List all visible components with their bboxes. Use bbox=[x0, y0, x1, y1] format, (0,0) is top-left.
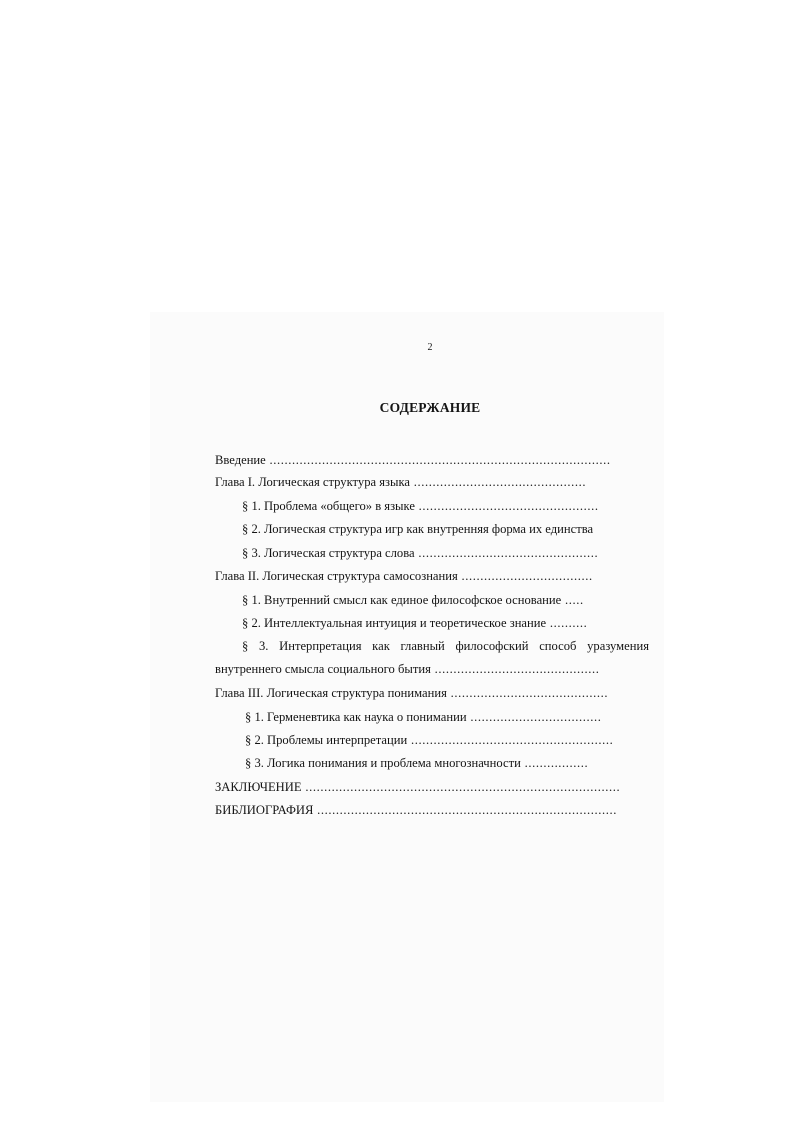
page-title: СОДЕРЖАНИЕ bbox=[379, 400, 481, 415]
toc-item-label: Введение bbox=[215, 453, 266, 467]
toc-leader-dots: ................. bbox=[520, 756, 589, 770]
toc-leader-dots: .................................................................................... bbox=[301, 780, 621, 794]
toc-item-label: § 2. Интеллектуальная интуиция и теоретическое знание bbox=[242, 616, 547, 630]
toc-item-chapter-2-section-1 bbox=[242, 592, 584, 608]
toc-item-chapter-2-section-3 bbox=[242, 638, 649, 654]
toc-item-label: § 3. Логика понимания и проблема многозначности bbox=[245, 756, 521, 770]
toc-item-label: § 1. Внутренний смысл как единое философское основание bbox=[242, 593, 562, 607]
toc-item-label: ЗАКЛЮЧЕНИЕ bbox=[215, 780, 302, 794]
toc-leader-dots: ................................... bbox=[457, 569, 593, 583]
toc-leader-dots: ............................................ bbox=[430, 662, 600, 676]
toc-item-label: § 3. Логическая структура слова bbox=[242, 546, 415, 560]
toc-item-bibliography bbox=[215, 802, 617, 818]
toc-item-label: Глава I. Логическая структура языка bbox=[215, 475, 410, 489]
toc-leader-dots: .......... bbox=[546, 616, 588, 630]
toc-item-chapter-3-section-2 bbox=[245, 732, 613, 748]
toc-leader-dots: ...................................................... bbox=[407, 733, 614, 747]
toc-item-chapter-1 bbox=[215, 474, 586, 490]
toc-item-label: § 1. Проблема «общего» в языке bbox=[242, 499, 415, 513]
toc-leader-dots: ..... bbox=[561, 593, 584, 607]
scanned-page-area bbox=[150, 312, 664, 1102]
toc-item-label: внутреннего смысла социального бытия bbox=[215, 662, 431, 676]
toc-item-label: Глава II. Логическая структура самосознания bbox=[215, 569, 458, 583]
page-number: 2 bbox=[427, 342, 433, 353]
toc-item-chapter-3 bbox=[215, 685, 608, 701]
toc-leader-dots: ................................................ bbox=[414, 499, 599, 513]
toc-leader-dots: ................................................ bbox=[414, 546, 599, 560]
toc-item-label: БИБЛИОГРАФИЯ bbox=[215, 803, 314, 817]
toc-item-chapter-2 bbox=[215, 568, 593, 584]
toc-leader-dots: .......................................... bbox=[446, 686, 609, 700]
toc-item-label: § 3. Интерпретация как главный философский способ уразумения bbox=[242, 639, 649, 653]
toc-item-label: § 2. Проблемы интерпретации bbox=[245, 733, 408, 747]
toc-item-chapter-3-section-3 bbox=[245, 755, 588, 771]
toc-item-chapter-1-section-3 bbox=[242, 545, 598, 561]
toc-leader-dots: ................................... bbox=[466, 710, 602, 724]
toc-item-chapter-1-section-2 bbox=[242, 521, 593, 537]
toc-leader-dots: ................................................................................ bbox=[313, 803, 618, 817]
toc-item-label: § 1. Герменевтика как наука о понимании bbox=[245, 710, 467, 724]
toc-leader-dots: .............................................. bbox=[409, 475, 587, 489]
toc-item-chapter-1-section-1 bbox=[242, 498, 599, 514]
toc-item-label: § 2. Логическая структура игр как внутренняя форма их единства bbox=[242, 522, 594, 536]
toc-leader-dots: ........................................................................................... bbox=[265, 453, 611, 467]
toc-item-label: Глава III. Логическая структура понимания bbox=[215, 686, 447, 700]
toc-item-chapter-3-section-1 bbox=[245, 709, 602, 725]
toc-item-chapter-2-section-2 bbox=[242, 615, 587, 631]
toc-item-conclusion bbox=[215, 779, 620, 795]
toc-item-introduction bbox=[215, 452, 611, 468]
toc-item-chapter-2-section-3-continued bbox=[215, 661, 600, 677]
